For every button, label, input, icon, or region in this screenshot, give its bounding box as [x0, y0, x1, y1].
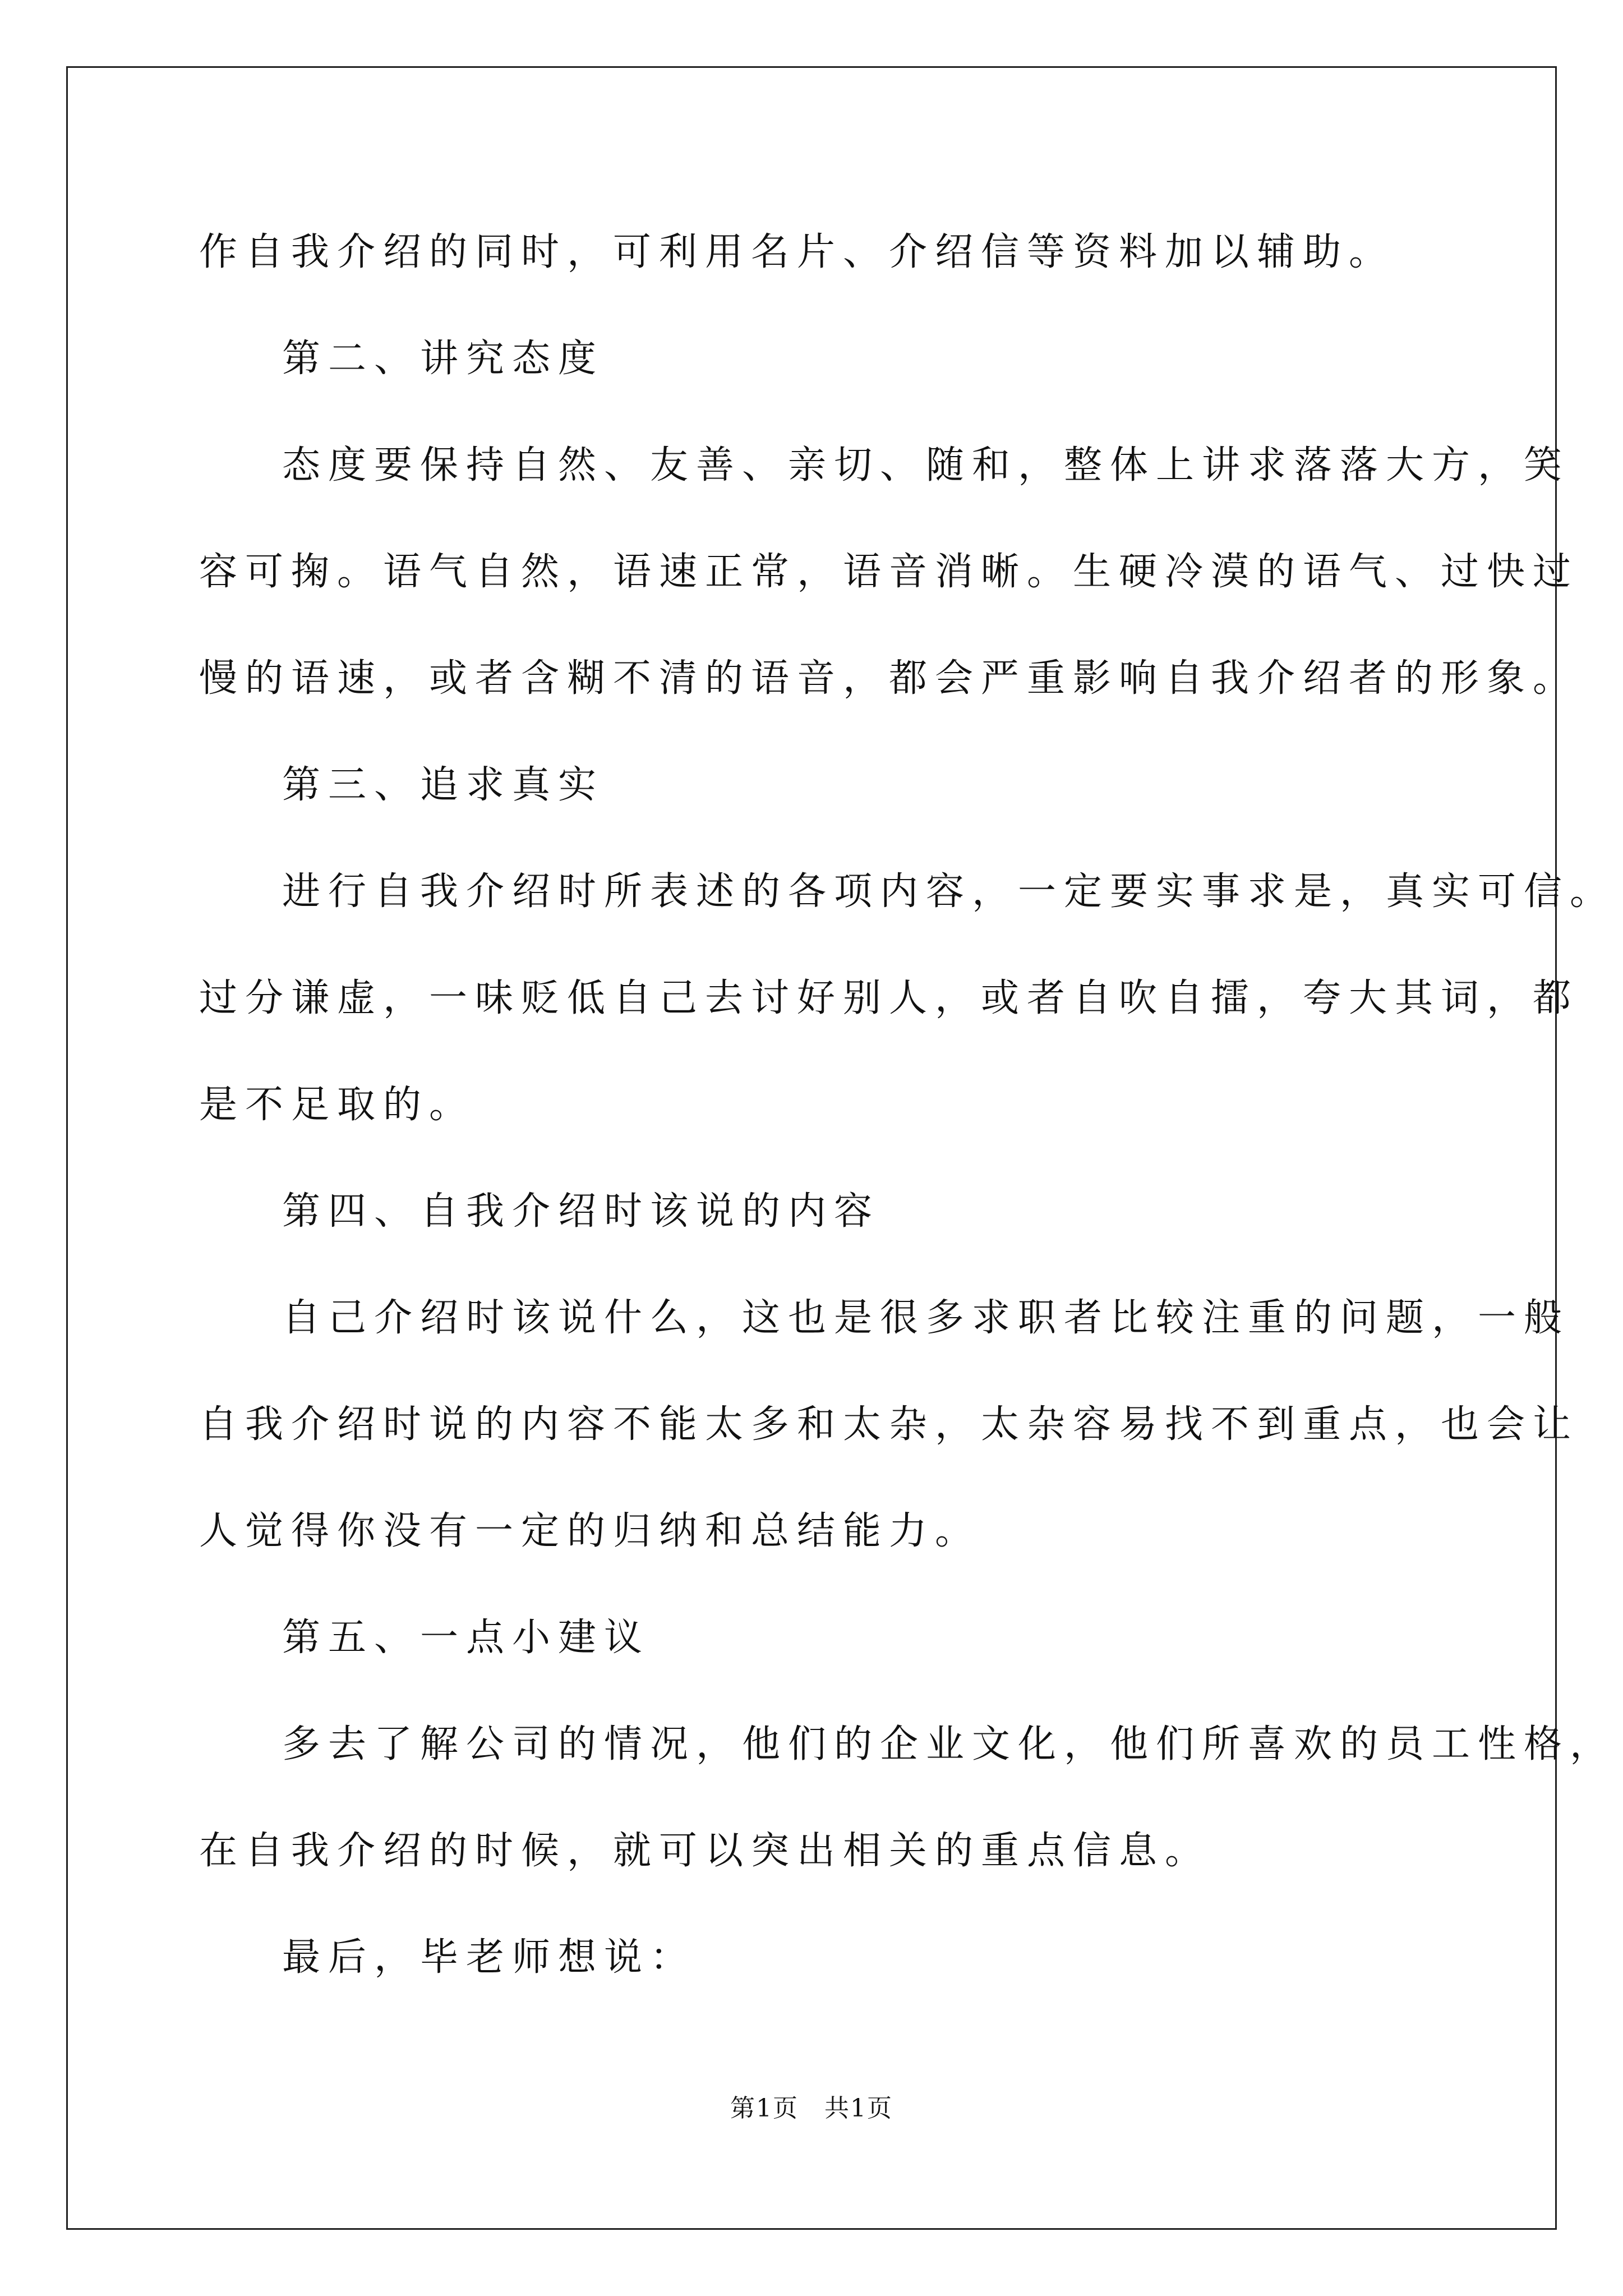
page-number: 第1页	[730, 2094, 799, 2123]
paragraph-line: 是不足取的。	[199, 1083, 476, 1127]
paragraph-line: 最后，毕老师想说：	[282, 1935, 697, 1980]
paragraph-line: 人觉得你没有一定的归纳和总结能力。	[199, 1509, 981, 1553]
paragraph-line: 过分谦虚，一味贬低自己去讨好别人，或者自吹自擂，夸大其词，都	[199, 976, 1579, 1020]
section-heading: 第四、自我介绍时该说的内容	[282, 1189, 880, 1234]
page-total: 共1页	[824, 2094, 893, 2123]
paragraph-line: 进行自我介绍时所表述的各项内容，一定要实事求是，真实可信。	[282, 869, 1616, 914]
section-heading: 第五、一点小建议	[282, 1616, 651, 1660]
paragraph-line: 慢的语速，或者含糊不清的语音，都会严重影响自我介绍者的形象。	[199, 656, 1579, 701]
section-heading: 第二、讲究态度	[282, 337, 605, 381]
paragraph-line: 自我介绍时说的内容不能太多和太杂，太杂容易找不到重点，也会让	[199, 1402, 1579, 1447]
page-footer	[0, 2092, 1623, 2125]
paragraph-line: 多去了解公司的情况，他们的企业文化，他们所喜欢的员工性格，	[282, 1722, 1616, 1766]
paragraph-line: 容可掬。语气自然，语速正常，语音消晰。生硬冷漠的语气、过快过	[199, 550, 1579, 594]
paragraph-line: 作自我介绍的同时，可利用名片、介绍信等资料加以辅助。	[199, 230, 1395, 274]
paragraph-line: 自己介绍时该说什么，这也是很多求职者比较注重的问题，一般	[282, 1296, 1570, 1340]
section-heading: 第三、追求真实	[282, 763, 605, 807]
page-border	[66, 66, 1557, 2230]
paragraph-line: 态度要保持自然、友善、亲切、随和，整体上讲求落落大方，笑	[282, 443, 1570, 487]
paragraph-line: 在自我介绍的时候，就可以突出相关的重点信息。	[199, 1829, 1211, 1873]
